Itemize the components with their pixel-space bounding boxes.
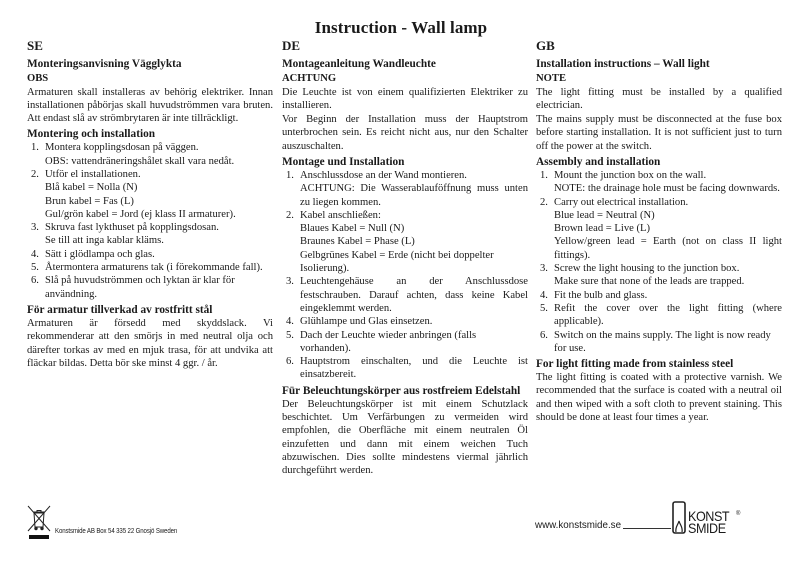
step-item: 3. Skruva fast lykthuset på kopplingsdosan. Se till att inga kablar kläms. [31,222,219,247]
step-item: 4. Glühlampe und Glas einsetzen. [286,316,433,328]
step-item: 3. Screw the light housing to the junction box. Make sure that none of the leads are trapped. [540,263,745,288]
document-title: Instruction - Wall lamp [314,18,488,37]
steps-list [27,141,273,301]
stainless-steel-heading: För armatur tillverkad av rostfritt stål [27,303,213,316]
column-swedish [27,38,273,371]
footer-address-block [27,505,199,541]
language-code: GB [536,38,555,53]
step-item: 4. Sätt i glödlampa och glas. [31,248,155,260]
note-text: The light fitting must be installed by a qualified electrician. [536,86,782,111]
stainless-steel-heading: Für Beleuchtungskörper aus rostfreiem Edelstahl [282,384,521,397]
steps-list [536,169,782,355]
stainless-steel-text: Armaturen är försedd med skyddslack. Vi rekommenderar att den smörjs in med neutral olja och därefter torkas av med en mjuk trasa, för att undvika att fläckar bildas. Detta bör ske minst 4 ggr. / år. [27,317,273,369]
note-text: Die Leuchte ist von einem qualifizierten Elektriker zu installieren. [282,86,528,111]
column-english [536,38,782,425]
step-item: 2. Kabel anschließen: Blaues Kabel = Null (N) Braunes Kabel = Phase (L) Gelbgrünes Kabel = Erde (nicht bei doppelter Isolierung). [286,209,494,275]
step-item: 6. Switch on the mains supply. The light is now ready for use. [540,329,771,354]
step-item: 3. Leuchtengehäuse an der Anschlussdose festschrauben. Darauf achten, dass keine Kabel eingeklemmt werden. [286,276,528,314]
step-item: 4. Fit the bulb and glass. [540,289,648,301]
website-link[interactable]: www.konstsmide.se [535,520,622,531]
stainless-steel-text: The light fitting is coated with a protective varnish. We recommended that the surface is coated with a neutral oil and then wiped with a soft cloth to prevent staining. This should be done at least four times a year. [536,372,782,424]
column-german [282,38,528,479]
assembly-heading: Assembly and installation [536,155,661,168]
note-text-2: The mains supply must be disconnected at the fuse box before starting installation. It is not sufficient just to turn off the power at the switch. [536,114,782,152]
note-text-2: Vor Beginn der Installation muss der Hauptstrom unterbrochen sein. Es reicht nicht aus, nur den Schalter auszuschalten. [282,114,528,152]
stainless-steel-heading: For light fitting made from stainless steel [536,358,734,371]
note-label: OBS [27,73,49,84]
note-label: NOTE [536,73,567,84]
crossed-out-wheelie-bin-icon [27,505,51,541]
flame-logo-icon [672,501,686,534]
assembly-heading: Montage und Installation [282,155,405,168]
step-item: 5. Refit the cover over the light fitting (where applicable). [540,302,782,328]
step-item: 5. Dach der Leuchte wieder anbringen (falls vorhanden). [286,329,477,354]
footer-brand-block [535,501,740,536]
step-item: 5. Återmontera armaturens tak (i förekommande fall). [31,262,263,274]
section-heading: Installation instructions – Wall light [536,58,710,70]
section-heading: Montageanleitung Wandleuchte [282,58,436,70]
divider-line [623,528,671,529]
note-text: Armaturen skall installeras av behörig elektriker. Innan installationen påbörjas skall huvudströmmen vara bruten. Att endast slå av strömbrytaren är inte tillräckligt. [27,86,273,125]
note-label: ACHTUNG [282,73,337,84]
step-item: 6. Slå på huvudströmmen och lyktan är klar för användning. [31,275,235,300]
konstsmide-logo [672,501,740,536]
stainless-steel-text: Der Beleuchtungskörper ist mit einem Schutzlack beschichtet. Um Verfärbungen zu vermeiden wird empfohlen, die Oberfläche mit einem neutralen Öl einzufetten und dann mit einem weichen Tuch abzuwischen. Dies sollte mindestens viermal jährlich durchgeführt werden. [282,398,528,477]
steps-list [282,169,528,382]
section-heading: Monteringsanvisning Vägglykta [27,58,182,70]
assembly-heading: Montering och installation [27,128,156,141]
company-address: Konstsmide AB Box 54 335 22 Gnosjö Sweden [55,526,178,535]
step-item: 1. Mount the junction box on the wall. NOTE: the drainage hole must be facing downwards. [540,169,780,195]
step-item: 1. Montera kopplingsdosan på väggen. OBS: vattendräneringshålet skall vara nedåt. [31,142,235,167]
step-item: 6. Hauptstrom einschalten, und die Leuchte ist einsatzbereit. [286,356,528,381]
step-item: 2. Carry out electrical installation. Blue lead = Neutral (N) Brown lead = Live (L) Yellow/green lead = Earth (not on class II light fittings). [540,196,782,261]
step-item: 2. Utför el installationen. Blå kabel = Nolla (N) Brun kabel = Fas (L) Gul/grön kabel = Jord (ej klass II armaturer). [31,168,236,220]
step-item: 1. Anschlussdose an der Wand montieren. ACHTUNG: Die Wasserablauföffnung muss unten zu liegen kommen. [286,169,528,208]
logo-wordmark: KONST SMIDE ® [688,508,740,536]
language-code: DE [282,38,301,53]
language-code: SE [27,38,43,53]
